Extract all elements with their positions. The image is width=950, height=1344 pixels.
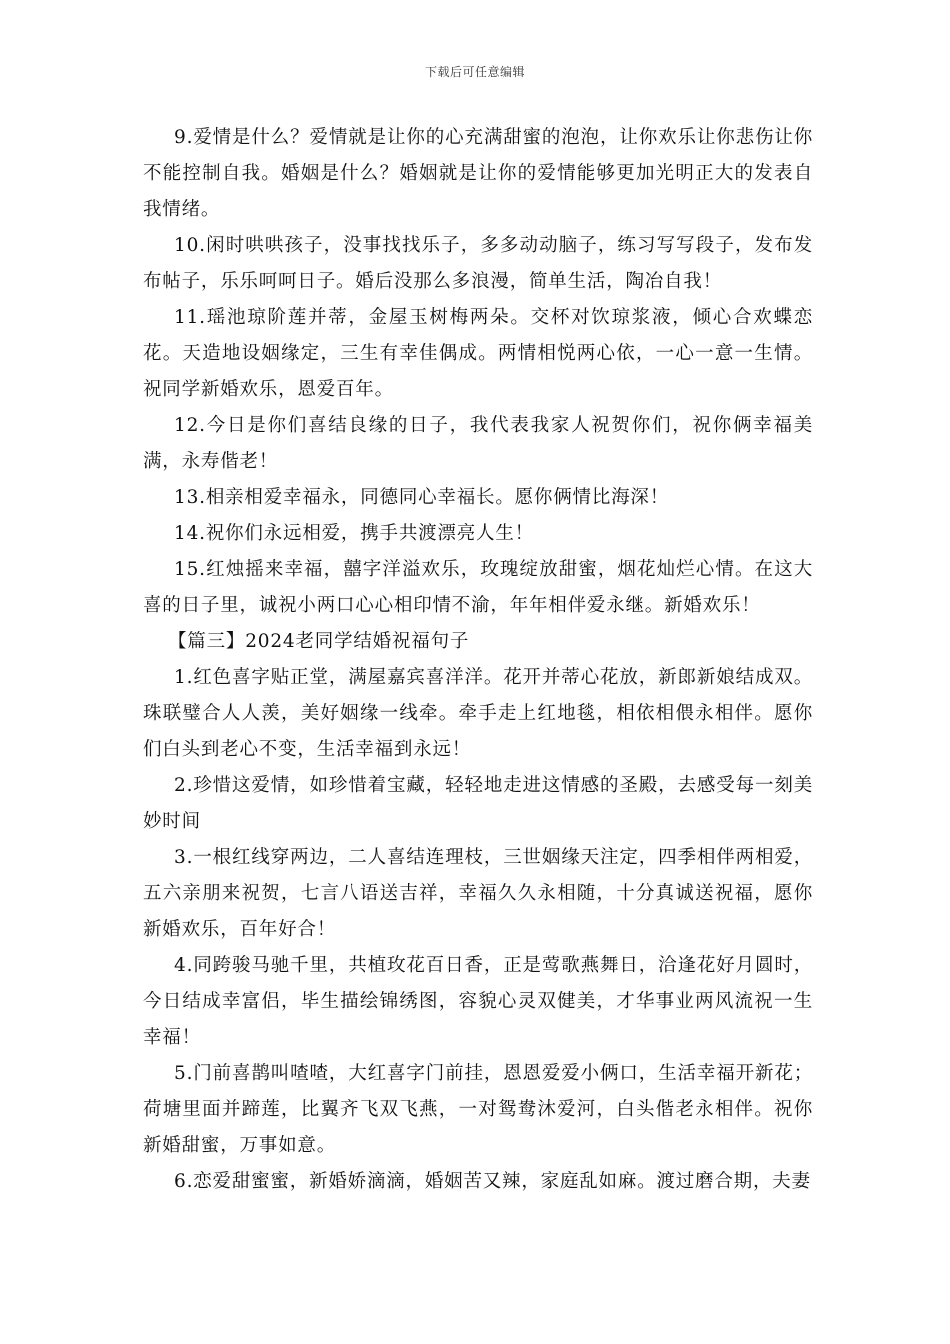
list-item: 10.闲时哄哄孩子，没事找找乐子，多多动动脑子，练习写写段子，发布发布帖子，乐乐呵呵日子。婚后没那么多浪漫，简单生活，陶冶自我！ xyxy=(143,235,813,292)
list-item: 4.同跨骏马驰千里，共植玫花百日香，正是莺歌燕舞日，洽逢花好月圆时，今日结成幸富侣，毕生描绘锦绣图，容貌心灵双健美，才华事业两风流祝一生幸福！ xyxy=(143,955,813,1048)
list-item: 13.相亲相爱幸福永，同德同心幸福长。愿你俩情比海深！ xyxy=(174,487,670,508)
list-item: 11.瑶池琼阶莲并蒂，金屋玉树梅两朵。交杯对饮琼浆液，倾心合欢蝶恋花。天造地设姻缘定，三生有幸佳偶成。两情相悦两心依，一心一意一生情。祝同学新婚欢乐，恩爱百年。 xyxy=(143,307,813,400)
list-item: 2.珍惜这爱情，如珍惜着宝藏，轻轻地走进这情感的圣殿，去感受每一刻美妙时间 xyxy=(143,775,813,832)
list-item: 3.一根红线穿两边，二人喜结连理枝，三世姻缘天注定，四季相伴两相爱，五六亲朋来祝贺，七言八语送吉祥，幸福久久永相随，十分真诚送祝福，愿你新婚欢乐，百年好合！ xyxy=(143,847,813,940)
list-item: 1.红色喜字贴正堂，满屋嘉宾喜洋洋。花开并蒂心花放，新郎新娘结成双。珠联璧合人人羡，美好姻缘一线牵。牵手走上红地毯，相依相偎永相伴。愿你们白头到老心不变，生活幸福到永远！ xyxy=(143,667,813,760)
list-item: 5.门前喜鹊叫喳喳，大红喜字门前挂，恩恩爱爱小俩口，生活幸福开新花；荷塘里面并蹄莲，比翼齐飞双飞燕，一对鸳鸯沐爱河，白头偕老永相伴。祝你新婚甜蜜，万事如意。 xyxy=(143,1063,813,1156)
list-item: 12.今日是你们喜结良缘的日子，我代表我家人祝贺你们，祝你俩幸福美满，永寿偕老！ xyxy=(143,415,813,472)
document-body xyxy=(143,120,813,1200)
section-heading: 【篇三】2024老同学结婚祝福句子 xyxy=(168,631,470,652)
list-item: 9.爱情是什么？爱情就是让你的心充满甜蜜的泡泡，让你欢乐让你悲伤让你不能控制自我。婚姻是什么？婚姻就是让你的爱情能够更加光明正大的发表自我情绪。 xyxy=(143,127,813,220)
list-item: 15.红烛摇来幸福，囍字洋溢欢乐，玫瑰绽放甜蜜，烟花灿烂心情。在这大喜的日子里，诚祝小两口心心相印情不渝，年年相伴爱永继。新婚欢乐！ xyxy=(143,559,813,616)
list-item: 14.祝你们永远相爱，携手共渡漂亮人生！ xyxy=(174,523,534,544)
list-item: 6.恋爱甜蜜蜜，新婚娇滴滴，婚姻苦又辣，家庭乱如麻。渡过磨合期，夫妻 xyxy=(174,1171,811,1192)
page-header: 下载后可任意编辑 xyxy=(424,65,525,79)
